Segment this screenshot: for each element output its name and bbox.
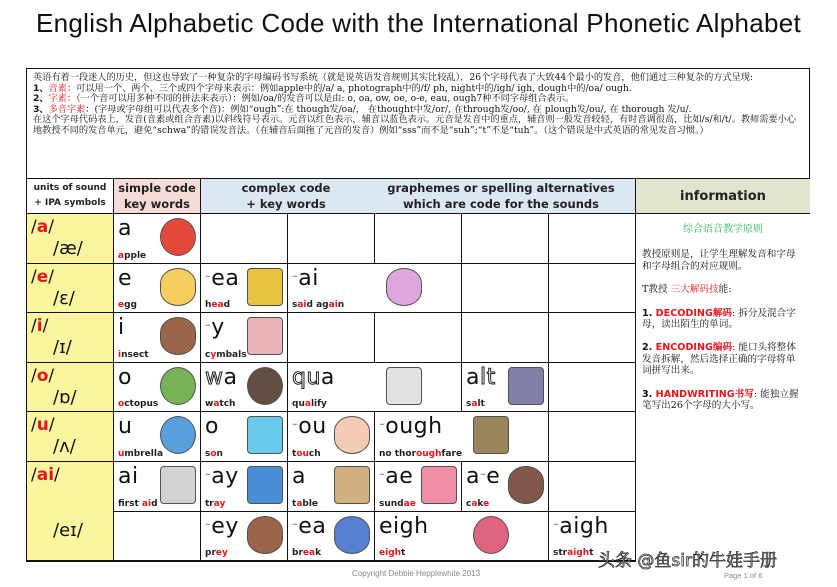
empty-cell <box>462 264 549 314</box>
grapheme-cell <box>375 412 549 462</box>
sound-cell-ai <box>27 462 114 561</box>
empty-cell <box>549 412 636 462</box>
sound-label: /i/ <box>31 316 49 337</box>
key-word: egg <box>118 300 137 311</box>
apple-icon <box>160 218 196 256</box>
watch-icon <box>247 367 283 405</box>
sound-label: /u/ <box>31 415 55 436</box>
grapheme-cell <box>375 512 549 562</box>
grapheme-cell <box>375 462 462 512</box>
key-word: watch <box>205 399 236 410</box>
key-word: apple <box>118 250 147 261</box>
empty-cell <box>462 313 549 363</box>
key-word: salt <box>466 399 485 410</box>
sound-cell-i <box>27 313 114 363</box>
grapheme: u <box>118 414 133 440</box>
cake-icon <box>508 466 544 504</box>
key-word: tray <box>205 498 226 509</box>
grapheme: -ough <box>379 414 443 440</box>
page-number: Page 1 of 6 <box>724 571 763 580</box>
eagle-icon <box>247 516 283 554</box>
grapheme: a <box>292 464 306 489</box>
grapheme: -ey <box>205 513 239 539</box>
grapheme-cell <box>462 462 549 512</box>
grapheme-cell <box>201 264 288 314</box>
grapheme: -ae <box>379 464 414 489</box>
sound-label: /e/ <box>31 266 54 287</box>
cymbals-icon <box>247 317 283 355</box>
grapheme-cell <box>288 462 375 512</box>
grapheme-cell <box>114 363 201 413</box>
empty-cell <box>288 214 375 264</box>
empty-cell <box>549 214 636 264</box>
info-skill-decoding: 1. DECODING解码: 拆分及混合字母，读出陌生的单词。 <box>642 307 796 331</box>
grapheme-cell <box>114 313 201 363</box>
key-word: table <box>292 498 319 509</box>
key-word: head <box>205 300 231 311</box>
grapheme: qua <box>292 364 335 390</box>
grapheme-cell <box>201 462 288 512</box>
finger-touch-icon <box>334 416 370 454</box>
grapheme: -y <box>205 315 225 341</box>
key-word: son <box>205 448 223 459</box>
grapheme: o <box>205 414 219 440</box>
grapheme-cell <box>114 264 201 314</box>
key-word: no thoroughfare <box>379 448 463 459</box>
ipa-symbol: /ʌ/ <box>53 436 76 458</box>
grapheme: -ea <box>205 265 240 291</box>
grapheme-cell <box>114 214 201 264</box>
ipa-symbol: /eɪ/ <box>53 520 83 541</box>
key-word: qualify <box>292 399 327 410</box>
key-word: cymbals <box>205 349 247 360</box>
tray-icon <box>247 466 283 504</box>
grapheme-cell <box>288 412 375 462</box>
term-phoneme: 音素 <box>48 82 67 94</box>
grapheme-cell <box>201 512 288 562</box>
header-units-of-sound: units of sound + IPA symbols <box>27 179 114 214</box>
term-grapheme: 字素 <box>48 93 67 105</box>
empty-cell <box>462 214 549 264</box>
empty-cell <box>288 313 375 363</box>
grapheme: a <box>118 216 132 241</box>
key-word: break <box>292 548 322 559</box>
key-word: sundae <box>379 498 416 509</box>
broken-cup-icon <box>334 516 370 554</box>
empty-cell <box>114 512 201 562</box>
intro-last-paragraph: 在这个字母代码表上，发音(音素或组合音素)以斜线符号表示。元音以红色表示，辅音以蓝色表示。元音是发音中的重点，辅音则一般发音较轻，有时音调很高，比如/s/和/t/。教师需要小心地教授不同的发音单元，避免“schwa”的错误发音法。（在辅音后面拖了元音的发音）例如“sss”而不是“suh”;“t”不是“tuh”。（这个错误是中式英语的常见发音习惯。） <box>33 114 796 136</box>
sundae-icon <box>421 466 457 504</box>
intro-line-1: 英语有着一段迷人的历史，但这也导致了一种复杂的字母编码书写系统（就是说英语发音规则其实比较乱），26个字母代表了大致44个最小的发音，他们通过三种复杂的方式呈现: <box>33 72 754 83</box>
copyright-text: Copyright Debbie Hepplewhite 2013 <box>352 569 481 578</box>
grapheme: -ay <box>205 464 239 489</box>
info-principle: 教授原则是，让学生理解发音和字母和字母组合的对应规则。 <box>642 249 796 272</box>
grapheme-cell <box>201 363 288 413</box>
intro-item-2: 2、字素：（一个音可以用多种不同的拼法来表示）：例如/oa/的发音可以是由: o, oa, ow, oe, o-e, eau, ough7种不同字母组合表示。 <box>33 93 575 105</box>
grapheme: e <box>118 265 133 291</box>
grapheme: eigh <box>379 513 429 539</box>
ipa-symbol: /ɒ/ <box>53 386 77 408</box>
grapheme-cell <box>114 462 201 512</box>
intro-item-1: 1、音素：可以用一个、两个、三个或四个字母来表示：例如apple中的/a/ a, photograph中的/f/ ph, night中的/igh/ igh, dough中的/oa/ ough. <box>33 82 632 94</box>
grapheme: -ou <box>292 414 327 440</box>
grapheme-cell <box>201 412 288 462</box>
key-word: prey <box>205 548 228 559</box>
key-word: touch <box>292 448 321 459</box>
key-word: insect <box>118 349 149 360</box>
key-word: first aid <box>118 498 158 509</box>
intro-item-3: 3、多音字素：(字母或字母组可以代表多个音)：例如“ough”:在 though发/oa/， 在thought中发/or/, 在through发/oo/, 在 plough发/ou/, 在 thorough 发/u/. <box>33 103 692 115</box>
intro-text-box <box>26 68 810 179</box>
ipa-symbol: /æ/ <box>53 238 83 259</box>
alphabetic-code-table <box>26 178 810 562</box>
son-swing-icon <box>247 416 283 454</box>
umbrella-icon <box>160 416 196 454</box>
key-word: eight <box>379 548 406 559</box>
egg-icon <box>160 268 196 306</box>
info-title: 综合语音教学原则 <box>683 224 763 235</box>
information-panel <box>636 214 810 562</box>
key-word: umbrella <box>118 448 164 459</box>
salt-icon <box>508 367 544 405</box>
key-word: straight <box>553 548 594 559</box>
first-aid-kit-icon <box>160 466 196 504</box>
header-information: information <box>636 179 810 214</box>
grapheme-cell <box>462 363 549 413</box>
grapheme: -ea <box>292 513 327 539</box>
info-skill-encoding: 2. ENCODING编码: 能口头将整体发音拆解，然后选择正确的字母将单词拼写出来。 <box>642 342 796 377</box>
key-word: octopus <box>118 399 159 410</box>
grapheme-cell <box>288 512 375 562</box>
sound-cell-o <box>27 363 114 413</box>
header-complex-code: complex code + key words graphemes or spelling alternatives which are code for the sounds <box>201 179 636 214</box>
empty-cell <box>201 214 288 264</box>
sound-cell-e <box>27 264 114 314</box>
grapheme-cell <box>288 363 462 413</box>
table-icon <box>334 466 370 504</box>
sound-label: /ai/ <box>31 465 60 485</box>
grapheme-cell <box>201 313 288 363</box>
empty-cell <box>375 313 462 363</box>
key-word: said again <box>292 300 345 311</box>
grapheme: a-e <box>466 464 501 489</box>
grapheme: alt <box>466 364 496 390</box>
empty-cell <box>549 313 636 363</box>
term-polygraph: 多音字素 <box>48 103 86 115</box>
octopus-icon <box>160 367 196 405</box>
ipa-symbol: /ɛ/ <box>53 287 75 309</box>
empty-cell <box>375 214 462 264</box>
sign-icon <box>473 416 509 454</box>
people-talking-icon <box>386 268 422 306</box>
eight-flowers-icon <box>473 516 509 554</box>
sound-label: /a/ <box>31 217 54 237</box>
scroll-icon <box>386 367 422 405</box>
grapheme: i <box>118 315 125 341</box>
ipa-symbol: /ɪ/ <box>53 337 72 359</box>
empty-cell <box>549 363 636 413</box>
grapheme: wa <box>205 364 238 390</box>
sound-cell-a <box>27 214 114 264</box>
page-title: English Alphabetic Code with the International Phonetic Alphabet <box>35 8 802 38</box>
head-icon <box>247 268 283 306</box>
header-simple-code: simple code key words <box>114 179 201 214</box>
key-word: cake <box>466 498 490 509</box>
watermark-text: 头条 @鱼sir的牛娃手册 <box>598 551 777 571</box>
grapheme: -ai <box>292 265 319 291</box>
grapheme-cell <box>288 264 462 314</box>
insect-icon <box>160 317 196 355</box>
grapheme-cell <box>114 412 201 462</box>
grapheme: o <box>118 364 132 390</box>
sound-label: /o/ <box>31 365 55 386</box>
sound-cell-u <box>27 412 114 462</box>
info-skills-intro: T教授 三大解码技能: <box>642 284 732 296</box>
empty-cell <box>549 264 636 314</box>
grapheme: -aigh <box>553 513 609 539</box>
empty-cell <box>549 462 636 512</box>
grapheme: ai <box>118 464 139 489</box>
info-skill-handwriting: 3. HANDWRITING书写: 能独立握笔写出26个字母的大小写。 <box>642 388 799 412</box>
